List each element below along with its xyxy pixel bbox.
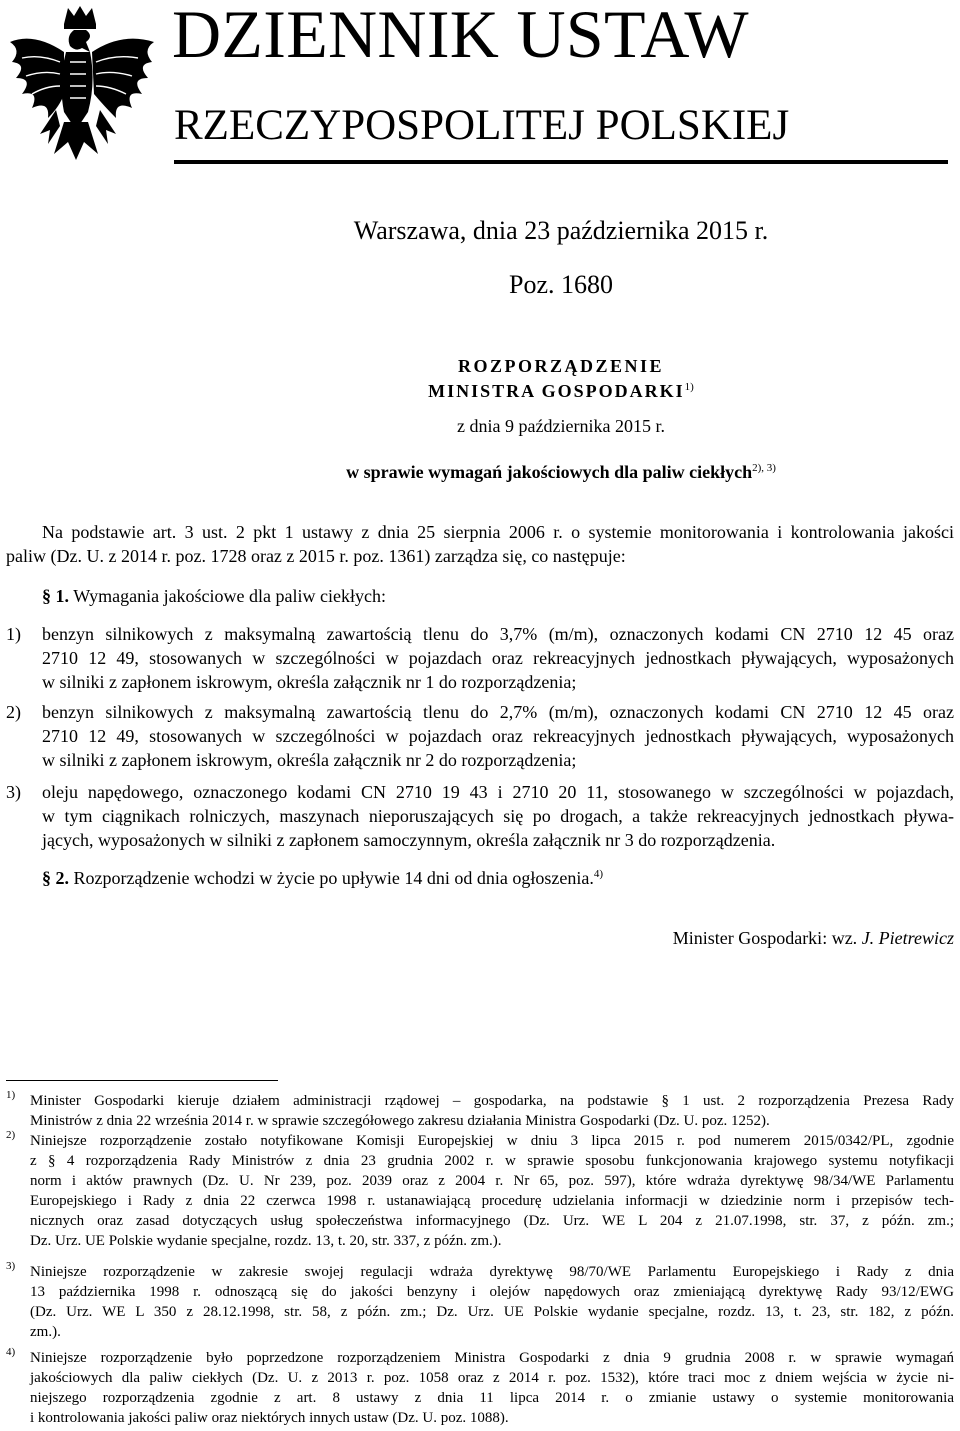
masthead-rule [174, 160, 948, 164]
footnote [6, 1262, 954, 1342]
footnote-line: Niniejsze rozporządzenie zostało notyfikowane Komisji Europejskiej w dniu 3 lipca 2015 r. pod numerem 2015/0342/PL, zgodnie [30, 1133, 954, 1149]
footnote-line: Minister Gospodarki kieruje działem administracji rządowej – gospodarka, na podstawie § 1 ust. 2 rozporządzenia Prezesa Rady [30, 1093, 954, 1109]
list-item-line: 2710 12 49, stosowanych w szczególności w pojazdach oraz rekreacyjnych jednostkach pływających, wyposażonych [42, 726, 954, 746]
list-item-line: w silniki z zapłonem iskrowym, określa załącznik nr 2 do rozporządzenia; [42, 750, 577, 770]
footnote-line: Niniejsze rozporządzenie w zakresie swojej regulacji wdraża dyrektywę 98/70/WE Parlamentu Europejskiego i Rady z dnia [30, 1264, 954, 1280]
list-item-line: jących, wyposażonych w silniki z zapłonem samoczynnym, określa załącznik nr 3 do rozporządzenia. [42, 830, 776, 850]
footnote [6, 1131, 954, 1251]
list-item-number: 3) [6, 782, 21, 802]
footnote-line: Europejskiego i Rady z dnia 22 czerwca 1998 r. ustanawiającą procedurę udzielania informacji w dziedzinie norm i przepisów tech- [30, 1193, 954, 1209]
section-1-text: Wymagania jakościowe dla paliw ciekłych: [73, 586, 386, 606]
footnote-ref-2-3: 2), 3) [752, 462, 776, 474]
footnote [6, 1091, 954, 1131]
footnote-line: Ministrów z dnia 22 września 2014 r. w sprawie szczegółowego zakresu działania Ministra Gospodarki (Dz. U. poz. 1252). [30, 1113, 770, 1129]
list-item-line: w tym ciągnikach rolniczych, maszynach nieporuszających się po drogach, a także rekreacyjnych jednostkach pływa- [42, 806, 954, 826]
list-item [6, 700, 954, 772]
section-2 [42, 868, 603, 889]
section-mark: § 2. [42, 868, 69, 888]
list-item-line: w silniki z zapłonem iskrowym, określa załącznik nr 1 do rozporządzenia; [42, 672, 577, 692]
signature-prefix: Minister Gospodarki: wz. [672, 928, 858, 948]
footnote-number: 1) [6, 1089, 16, 1101]
masthead-title: DZIENNIK USTAW [172, 0, 749, 72]
preamble-line: paliw (Dz. U. z 2014 r. poz. 1728 oraz z 2015 r. poz. 1361) zarządza się, co następuje: [6, 546, 626, 566]
footnote-rule [6, 1080, 278, 1081]
list-item [6, 622, 954, 694]
act-date: z dnia 9 października 2015 r. [457, 416, 665, 436]
list-item-line: benzyn silnikowych z maksymalną zawartością tlenu do 3,7% (m/m), oznaczonych kodami CN 2710 12 45 oraz [42, 624, 954, 644]
footnote-line: zm.). [30, 1324, 61, 1340]
position-number: Poz. 1680 [509, 270, 613, 299]
signature-name: J. Pietrewicz [861, 928, 954, 948]
list-item [6, 780, 954, 852]
footnote-line: jakościowych dla paliw ciekłych (Dz. U. z 2013 r. poz. 1058 oraz z 2014 r. poz. 1532), które traci moc z dniem wejścia w życie ni- [30, 1370, 954, 1386]
footnote-ref-1: 1) [684, 381, 694, 393]
publication-date: Warszawa, dnia 23 października 2015 r. [353, 216, 769, 245]
act-type: ROZPORZĄDZENIE [457, 356, 665, 376]
section-1-intro [42, 586, 386, 607]
issuer-name: MINISTRA GOSPODARKI [428, 381, 685, 401]
footnote-line: norm i aktów prawnych (Dz. U. Nr 239, poz. 2039 oraz z 2004 r. Nr 65, poz. 597), które wdraża dyrektywę 98/34/WE Parlamentu [30, 1173, 954, 1189]
act-issuer [174, 381, 948, 402]
list-item-number: 2) [6, 702, 21, 722]
signature [673, 928, 954, 949]
footnote [6, 1348, 954, 1428]
act-subject [174, 462, 948, 483]
footnote-line: Niniejsze rozporządzenie było poprzedzone rozporządzeniem Ministra Gospodarki z dnia 9 grudnia 2008 r. w sprawie wymagań [30, 1350, 954, 1366]
footnote-number: 2) [6, 1129, 16, 1141]
footnote-line: z § 4 rozporządzenia Rady Ministrów z dnia 23 grudnia 2002 r. w sprawie sposobu funkcjonowania krajowego systemu notyfikacji [30, 1153, 954, 1169]
footnote-number: 4) [6, 1346, 16, 1358]
footnote-number: 3) [6, 1260, 16, 1272]
eagle-emblem-icon [4, 2, 162, 162]
footnote-ref-4: 4) [593, 868, 604, 880]
masthead-subtitle: RZECZYPOSPOLITEJ POLSKIEJ [174, 102, 790, 149]
subject-text: w sprawie wymagań jakościowych dla paliw ciekłych [346, 462, 753, 482]
footnote-line: niejszego rozporządzenia zgodnie z art. 8 ustawy z dnia 11 lipca 2014 r. o zmianie ustawy o systemie monitorowania [30, 1390, 954, 1406]
list-item-number: 1) [6, 624, 21, 644]
list-item-line: 2710 12 49, stosowanych w szczególności w pojazdach oraz rekreacyjnych jednostkach pływających, wyposażonych [42, 648, 954, 668]
footnote-line: Dz. Urz. UE Polskie wydanie specjalne, rozdz. 13, t. 20, str. 337, z późn. zm.). [30, 1233, 502, 1249]
list-item-line: benzyn silnikowych z maksymalną zawartością tlenu do 2,7% (m/m), oznaczonych kodami CN 2710 12 45 oraz [42, 702, 954, 722]
footnote-line: nicznych oraz zasad dotyczących usług społeczeństwa informacyjnego (Dz. Urz. WE L 204 z 21.07.1998, str. 37, z późn. zm.; [30, 1213, 954, 1229]
footnote-line: (Dz. Urz. WE L 350 z 28.12.1998, str. 58, z późn. zm.; Dz. Urz. UE Polskie wydanie specjalne, rozdz. 13, t. 23, str. 182, z późn. [30, 1304, 954, 1320]
section-2-text: Rozporządzenie wchodzi w życie po upływie 14 dni od dnia ogłoszenia. [73, 868, 594, 888]
section-mark: § 1. [42, 586, 69, 606]
preamble-line: Na podstawie art. 3 ust. 2 pkt 1 ustawy z dnia 25 sierpnia 2006 r. o systemie monitorowania i kontrolowania jakości [42, 522, 954, 542]
footnote-line: i kontrolowania jakości paliw oraz niektórych innych ustaw (Dz. U. poz. 1088). [30, 1410, 509, 1426]
list-item-line: oleju napędowego, oznaczonego kodami CN 2710 19 43 i 2710 20 11, stosowanego w szczególności w pojazdach, [42, 782, 954, 802]
preamble [6, 520, 954, 568]
footnote-line: 13 października 1998 r. odnoszącą się do jakości benzyny i olejów napędowych oraz zmieniającą dyrektywę Rady 93/12/EWG [30, 1284, 954, 1300]
